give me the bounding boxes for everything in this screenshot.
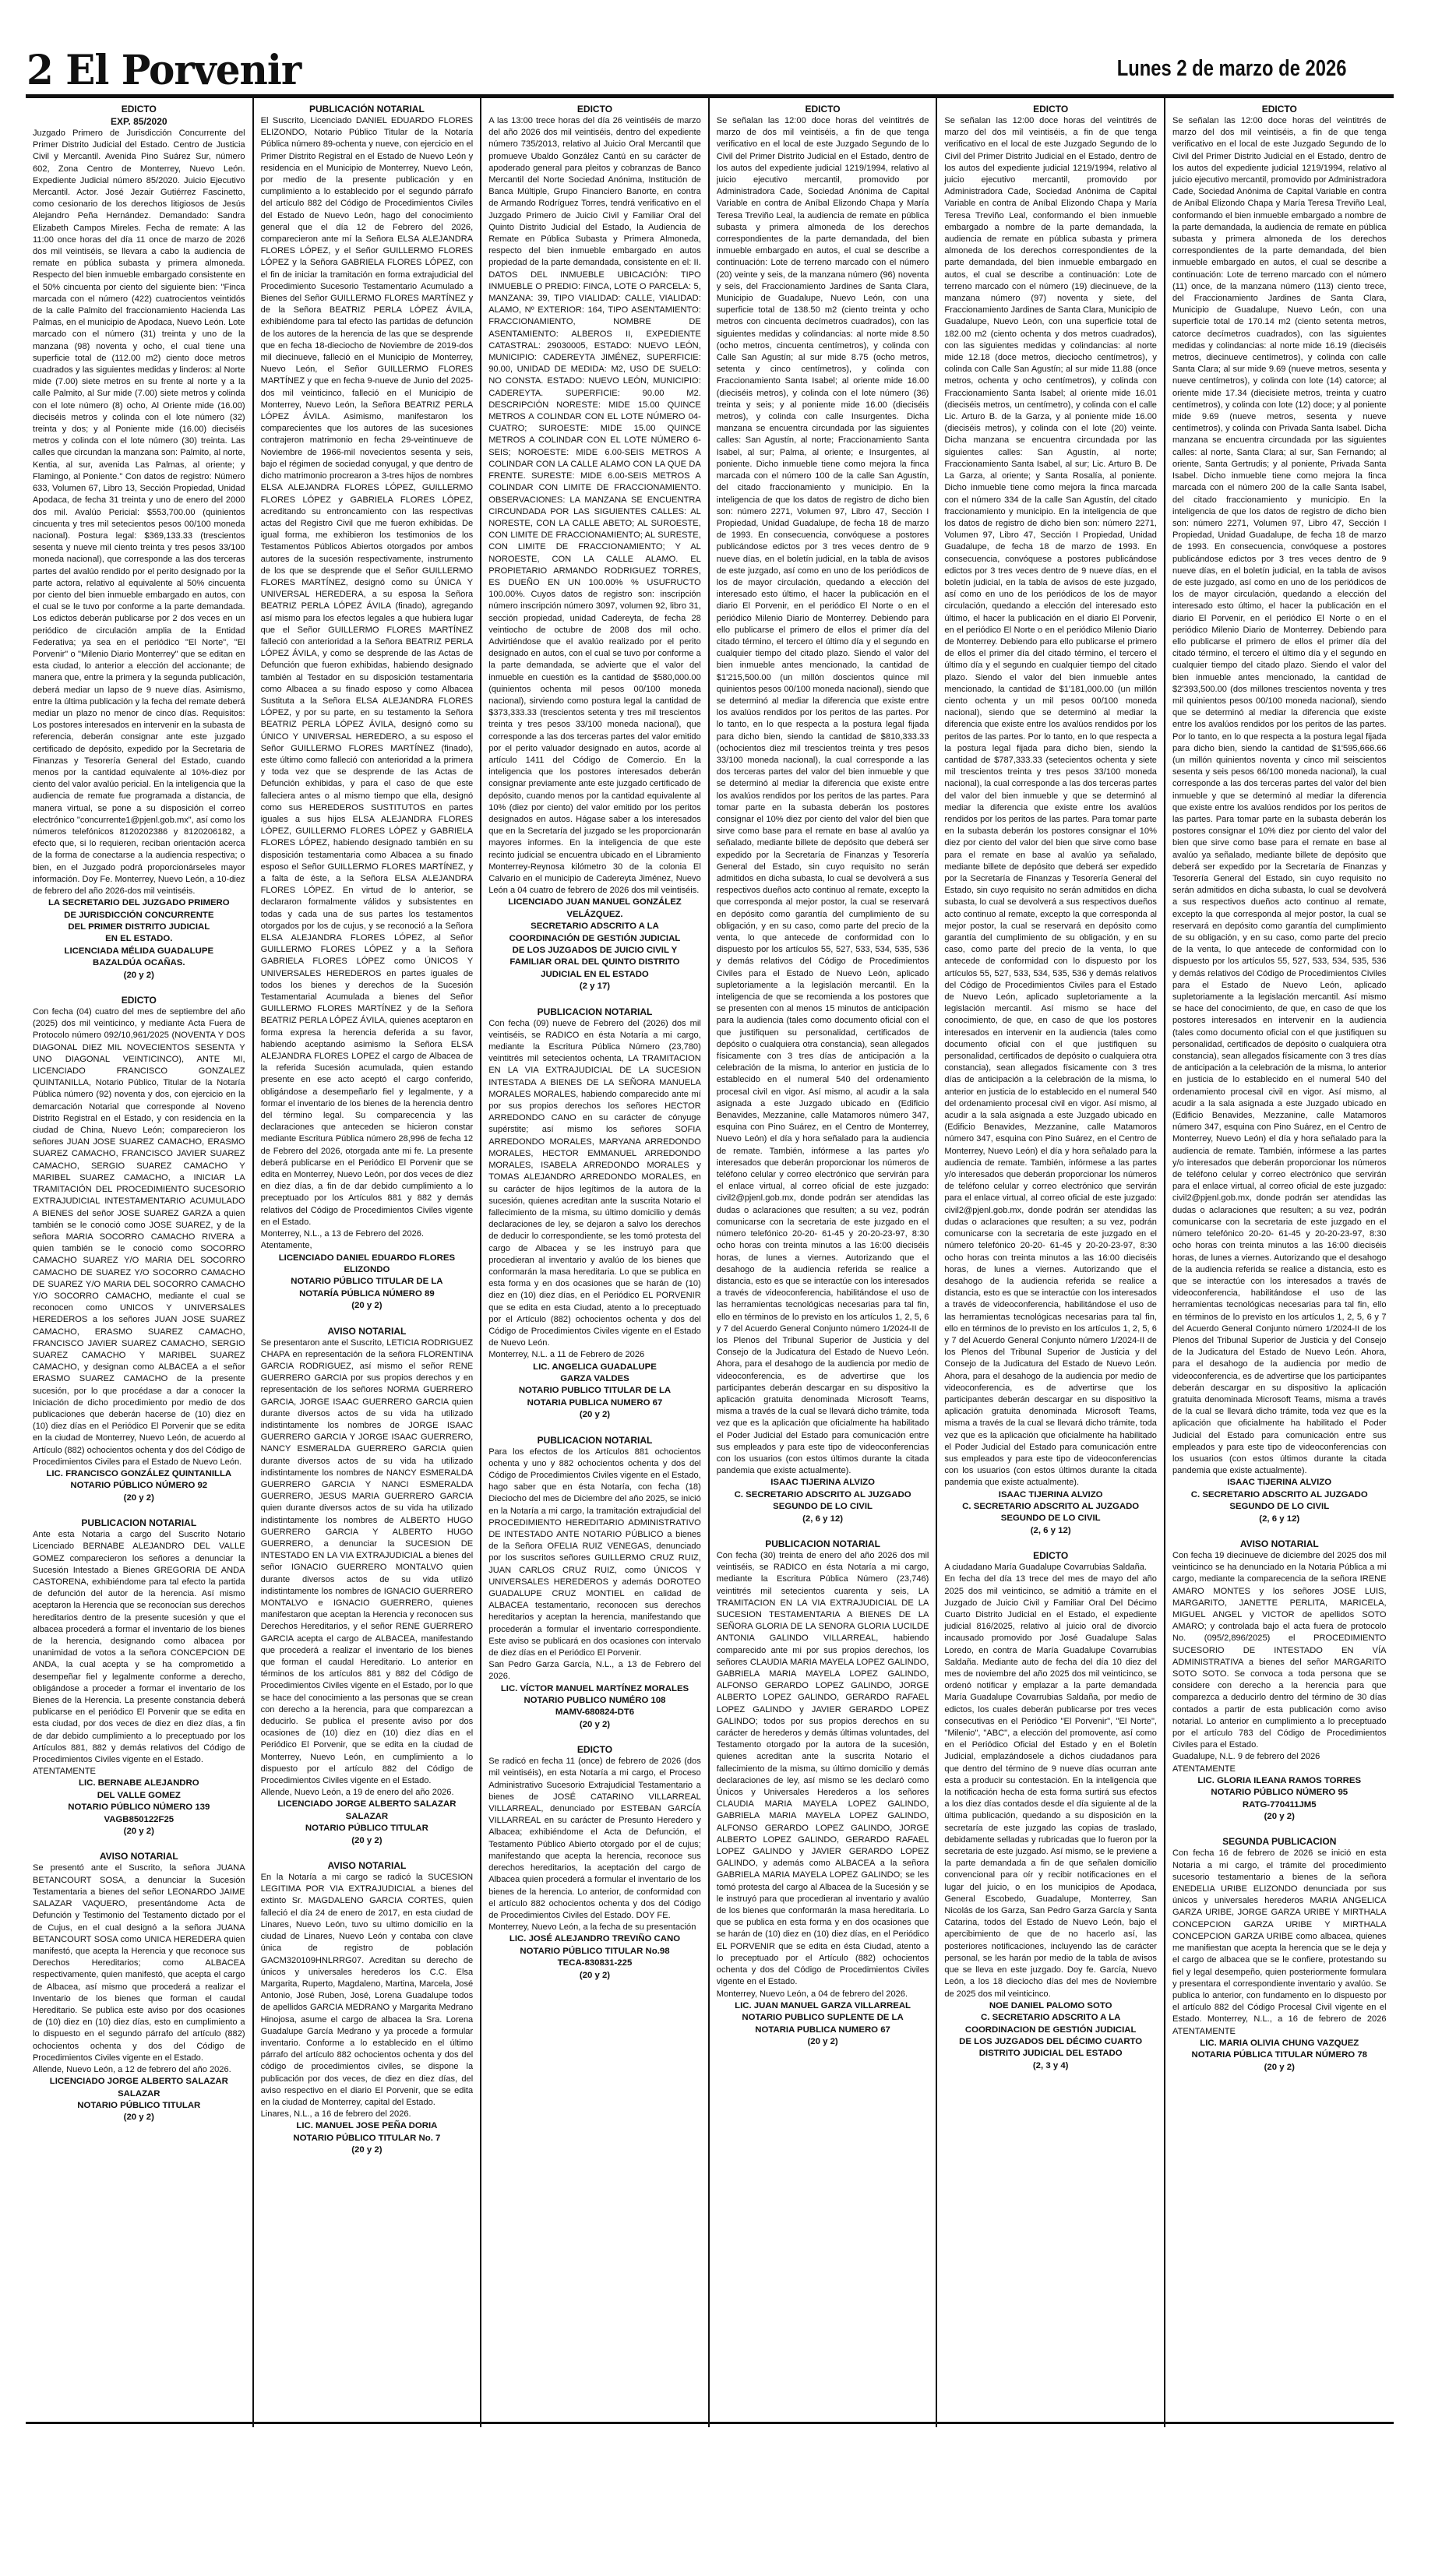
legal-notice bbox=[33, 1850, 245, 2123]
notice-body-paragraph: Monterrey, N.L. a 11 de Febrero de 2026 bbox=[488, 1350, 645, 1360]
notice-signature bbox=[261, 1799, 474, 1847]
signature-line: LICENCIADA MÉLIDA GUADALUPE bbox=[64, 946, 214, 956]
signature-line: (20 y 2) bbox=[123, 2113, 154, 2123]
signature-line: LIC. GLORIA ILEANA RAMOS TORRES bbox=[1197, 1775, 1362, 1785]
notice-body-paragraph: Se radicó en fecha 11 (once) de febrero de 2026 (dos mil veintiséis), en esta Notaría a mi cargo, el Proceso Administrativo Sucesorio Extrajudicial Testamentario a bienes de JOSÉ CATARINO VILLARREAL VILLARREAL, denunciado por ESTEBAN GARCÍA VILLARREAL en su carácter de Presunto Heredero y Albacea; exhibiéndome el Acta de Defunción, el Testamento Público Abierto otorgado por el de cujus; manifestando que acepta la herencia, reconoce sus derechos hereditarios, la aceptación del cargo de Albacea quien procederá a formular el inventario de los bienes de la herencia. Lo anterior, de conformidad con el artículo 882 ochocientos ochenta y dos del Código de Procedimientos Civiles del Estado. DOY FE. bbox=[488, 1757, 701, 1920]
notice-body-paragraph: Guadalupe, N.L. 9 de febrero del 2026 bbox=[1172, 1752, 1320, 1762]
notice-body-paragraph: Linares, N.L., a 16 de febrero del 2026. bbox=[260, 2109, 411, 2120]
notice-body-paragraph: Ante esta Notaria a cargo del Suscrito Notario Licenciado BERNABE ALEJANDRO DEL VALLE GOMEZ comparecieron los señores a denunciar la Sucesión Intestado a Bienes GREGORIA DE ANDA CASTORENA, exhibiéndome para tal efecto la partida de defunción del autor de la herencia. Así mismo aceptaron la Herencia que se reconocían sus derechos hereditarios dentro de la presente sucesión y que el albacea procederá a formar el inventario de los bienes de la herencia, designando como albacea por unanimidad de votos a la señora CONCEPCION DE ANDA, la cual acepta y se ha comprometido a desempeñar fiel y legalmente conforme a derecho, obligándose a proceder a formar el inventario de los Bienes de la Herencia. La presente constancia deberá publicarse en el periódico El Porvenir que se edita en esta ciudad, por dos veces de diez en diez días, a fin de dar debido cumplimiento a lo preceptuado por los Artículos 881, 882 y demás relativos del Código de Procedimientos Civiles vigente en el Estado. bbox=[33, 1530, 245, 1765]
signature-line: ISAAC TIJERINA ALVIZO bbox=[1227, 1478, 1332, 1488]
notice-heading: AVISO NOTARIAL bbox=[1239, 1538, 1319, 1549]
signature-line: SECRETARIO ADSCRITO A LA bbox=[531, 922, 659, 932]
notice-body-paragraph: Atentamente, bbox=[260, 1241, 312, 1251]
column-2 bbox=[254, 98, 482, 2427]
signature-line: LIC. MANUEL JOSE PEÑA DORIA bbox=[296, 2121, 438, 2131]
signature-line: (20 y 2) bbox=[351, 2145, 383, 2155]
signature-line: ISAAC TIJERINA ALVIZO bbox=[998, 1489, 1103, 1499]
notice-heading: EDICTO bbox=[576, 104, 613, 115]
signature-line: LIC. JUAN MANUEL GARZA VILLARREAL bbox=[735, 2000, 911, 2010]
legal-notice bbox=[944, 1549, 1157, 2072]
signature-line: LICENCIADO JORGE ALBERTO SALAZAR bbox=[277, 1799, 457, 1810]
signature-line: RATG-770411JM5 bbox=[1242, 1799, 1317, 1810]
signature-line: BAZALDÚA OCAÑAS. bbox=[93, 958, 185, 968]
signature-line: SALAZAR bbox=[345, 1811, 389, 1821]
signature-line: EN EL ESTADO. bbox=[105, 934, 173, 944]
column-content bbox=[33, 103, 245, 2427]
notice-heading: EDICTO bbox=[1261, 104, 1297, 115]
notice-body-paragraph: Monterrey, Nuevo León, a 04 de febrero del 2026. bbox=[716, 1989, 908, 1999]
notice-heading: EDICTO bbox=[1033, 1550, 1069, 1562]
notice-signature bbox=[33, 2076, 245, 2124]
legal-notice bbox=[261, 1325, 474, 1848]
legal-notice bbox=[261, 1859, 474, 2156]
notice-signature bbox=[717, 2000, 929, 2049]
notice-signature bbox=[488, 1683, 701, 1732]
signature-line: SEGUNDO DE LO CIVIL bbox=[1000, 1514, 1101, 1524]
signature-line: NOTARIO PUBLICO SUPLENTE DE LA bbox=[742, 2013, 904, 2023]
signature-line: DE LOS JUZGADOS DEL DÉCIMO CUARTO bbox=[959, 2036, 1143, 2046]
notice-body-paragraph: El Suscrito, Licenciado DANIEL EDUARDO FLORES ELIZONDO, Notario Público Titular de la Notaría Pública número 89-ochenta y nueve, con ejercicio en el Primer Distrito Registral en el Estado de Nuevo León y residencia en el Municipio de Monterrey, Nuevo León, por medio de la presente publicación y en cumplimiento a lo establecido por el segundo párrafo del artículo 882 del Código de Procedimientos Civiles del Estado de Nuevo León, hago del conocimiento general que el día 12 de Febrero del 2026, comparecieron ante mí la Señora ELSA ALEJANDRA FLORES LÓPEZ, y el Señor GUILLERMO FLORES LÓPEZ y la Señora GABRIELA FLORES LÓPEZ, con el fin de iniciar la tramitación en forma extrajudicial del Procedimiento Sucesorio Testamentario Acumulado a Bienes del Señor GUILLERMO FLORES MARTÍNEZ y de la Señora BEATRIZ PERLA LÓPEZ ÁVILA, exhibiéndome para tal efecto las partidas de defunción de los autores de la herencia de las que se desprende que en fecha 18-dieciocho de Noviembre de 2019-dos mil diecinueve, falleció en el Municipio de Monterrey, Nuevo León, el Señor GUILLERMO FLORES MARTÍNEZ y que en fecha 9-nueve de Junio del 2025-dos mil veinticinco, falleció en el Municipio de Monterrey, Nuevo León, la Señora BEATRIZ PERLA LÓPEZ ÁVILA. Asimismo, manifestaron los comparecientes que los autores de las sucesiones contrajeron matrimonio en fecha 29-veintinueve de Noviembre de 1966-mil novecientos sesenta y seis, bajo el régimen de sociedad conyugal, y que dentro de dicho matrimonio procrearon a 3-tres hijos de nombres ELSA ALEJANDRA FLORES LÓPEZ, GUILLERMO FLORES LÓPEZ y GABRIELA FLORES LÓPEZ, acreditando su entroncamiento con las respectivas actas del Registro Civil que me fueron exhibidas. De igual forma, me exhibieron los testimonios de los Testamentos Públicos Abiertos otorgados por ambos autores de la sucesión respectivamente, instrumento de los que se desprende que el Señor GUILLERMO FLORES MARTÍNEZ, designó como su ÚNICA Y UNIVERSAL HEREDERA, a su esposa la Señora BEATRIZ PERLA LÓPEZ ÁVILA (finado), agregando así mismo para los efectos legales a que hubiera lugar que el Señor GUILLERMO FLORES MARTÍNEZ falleció con anterioridad a la Señora BEATRIZ PERLA LÓPEZ ÁVILA, y como se desprende de las Actas de Defunción que fueron exhibidas, habiendo designado también al Testador en su disposición testamentaria como Albacea a su finado esposo y como Albacea Sustituta a la Señora ELSA ALEJANDRA FLORES LÓPEZ, y por su parte, en su testamento la Señora BEATRIZ PERLA LÓPEZ ÁVILA, designó como su ÚNICO Y UNIVERSAL HEREDERO, a su esposo el Señor GUILLERMO FLORES MARTÍNEZ (finado), este último como falleció con anterioridad a la primera y toda vez que se desprende de las Actas de Defunción exhibidas, y para el caso de que este falleciera antes o al mismo tiempo que ella, designó como sus HEREDEROS SUSTITUTOS en partes iguales a sus hijos ELSA ALEJANDRA FLORES LÓPEZ, GUILLERMO FLORES LÓPEZ y GABRIELA FLORES LÓPEZ, habiendo designado también en su disposición testamentaria como Albacea a su finado esposo el Señor GUILLERMO FLORES MARTÍNEZ, y a falta de éste, a la Señora ELSA ALEJANDRA FLORES LÓPEZ. En virtud de lo anterior, se declararon formalmente válidos y subsistentes en todas y cada una de sus partes los testamentos otorgados por los de cujus, y se reconoció a la Señora ELSA ALEJANDRA FLORES LÓPEZ, al Señor GUILLERMO FLORES LÓPEZ y a la Señora GABRIELA FLORES LÓPEZ como ÚNICOS Y UNIVERSALES HEREDEROS en partes iguales de todos los bienes y derechos de la Sucesión Testamentarial Acumulada a bienes del Señor GUILLERMO FLORES MARTÍNEZ y de la Señora BEATRIZ PERLA LÓPEZ ÁVILA, quienes aceptaron en forma expresa la herencia deferida a su favor, habiendo aceptando asimismo la Señora ELSA ALEJANDRA FLORES LOPEZ el cargo de Albacea de la referida Sucesión acumulada, quien estando presente en ese acto aceptó el cargo conferido, obligándose a desempeñarlo fiel y legalmente, y a formar el inventario de los bienes de la herencia dentro del término legal. Su comparecencia y las declaraciones que anteceden se hicieron constar mediante Escritura Pública número 28,996 de fecha 12 de Febrero del 2026, otorgada ante mi fe. La presente deberá publicarse en el Periódico El Porvenir que se edita en Monterrey, Nuevo León, por dos veces de diez en diez días, a fin de dar debido cumplimiento a lo preceptuado por los Artículos 881 y 882 y demás relativos del Código de Procedimientos Civiles vigente en el Estado. bbox=[260, 116, 474, 1227]
legal-notice bbox=[488, 1743, 701, 1982]
notice-heading: PUBLICACION NOTARIAL bbox=[765, 1538, 880, 1549]
signature-line: (20 y 2) bbox=[123, 970, 154, 980]
column-5 bbox=[937, 98, 1165, 2427]
signature-line: NOTARIO PÚBLICO TITULAR bbox=[77, 2100, 201, 2110]
notice-signature bbox=[1172, 1477, 1387, 1525]
notice-heading: PUBLICACION NOTARIAL bbox=[537, 1434, 653, 1446]
notice-heading: EDICTO bbox=[1033, 104, 1069, 115]
signature-line: NOTARIO PUBLICO NUMÉRO 108 bbox=[524, 1696, 666, 1706]
column-content bbox=[261, 103, 474, 2427]
signature-line: JUDICIAL EN EL ESTADO bbox=[541, 969, 649, 979]
notice-heading: EDICTO bbox=[121, 104, 157, 115]
notice-body-paragraph: Para los efectos de los Artículos 881 ochocientos ochenta y uno y 882 ochocientos ochenta y dos del Código de Procedimientos Civiles vigente en el Estado, hago saber que en ésta Notaría, con fecha (18) Dieciocho del mes de Diciembre del año 2025, se inició en la Notaría a mi cargo, la tramitación extrajudicial del PROCEDIMIENTO HEREDITARIO ADMINISTRATIVO DE INTESTADO ANTE NOTARIO PÚBLICO a bienes de la Señora OFELIA RUIZ VENEGAS, denunciado por los suscritos señores GUILLERMO CRUZ RUIZ, JUAN CARLOS CRUZ RUIZ, como ÚNICOS Y UNIVERSALES HEREDEROS y además DOROTEO GUADALUPE CRUZ MONTIEL en calidad de ALBACEA testamentario, reconocen sus derechos hereditarios y aceptan la herencia, manifestando que procederán a formular el inventario correspondiente. Este aviso se publicará en dos ocasiones con intervalo de diez días en el Periódico El Porvenir. bbox=[488, 1447, 701, 1658]
signature-line: (2, 6 y 12) bbox=[1030, 1525, 1071, 1535]
signature-line: DISTRITO JUDICIAL DEL ESTADO bbox=[978, 2049, 1123, 2059]
signature-line: NOTARIO PUBLICO TITULAR DE LA bbox=[518, 1386, 672, 1396]
signature-line: (2, 3 y 4) bbox=[1032, 2060, 1069, 2070]
signature-line: C. SECRETARIO ADSCRITO A LA bbox=[981, 2013, 1121, 2023]
notice-signature bbox=[488, 1362, 701, 1422]
notice-heading: PUBLICACION NOTARIAL bbox=[537, 1006, 653, 1017]
signature-line: (2, 6 y 12) bbox=[802, 1514, 844, 1524]
issue-date: Lunes 2 de marzo de 2026 bbox=[1116, 56, 1346, 81]
signature-line: MAMV-680824-DT6 bbox=[555, 1707, 635, 1718]
newspaper-title bbox=[26, 46, 301, 95]
notice-body-paragraph: Con fecha 19 diecinueve de diciembre del 2025 dos mil veinticinco se ha denunciado en la Notaria Pública a mi cargo, mediante la comparecencia de la señora IRENE AMARO MONTES y los señores JOSE LUIS, MARGARITO, JANETTE PERLITA, MARICELA, MIGUEL ANGEL y VICTOR de apellidos SOTO AMARO; y controlada bajo el acta fuera de protocolo No. (095/2,896/2025) el PROCEDIMIENTO SUCESORIO DE INTESTADO EN VÍA ADMINISTRATIVA a bienes del señor MARGARITO SOTO SOTO. Se convoca a toda persona que se considere con derecho a la herencia para que comparezca a deducirlo dentro del término de 30 días contados a partir de esta publicación como aviso notarial. Lo anterior en cumplimiento a lo preceptuado por el artículo 783 del Código de Procedimientos Civiles para el Estado. bbox=[1172, 1550, 1387, 1750]
signature-line: (20 y 2) bbox=[579, 1970, 611, 1980]
notice-signature bbox=[33, 1468, 245, 1504]
signature-line: NOTARIO PÚBLICO NÚMERO 95 bbox=[1211, 1788, 1349, 1798]
signature-line: LIC. MARIA OLIVIA CHUNG VAZQUEZ bbox=[1200, 2038, 1359, 2048]
notice-signature bbox=[488, 1933, 701, 1982]
notice-body-paragraph: ATENTAMENTE bbox=[1172, 1764, 1236, 1774]
legal-notice bbox=[1172, 103, 1387, 1525]
legal-notice bbox=[1172, 1835, 1387, 2073]
signature-line: NOTARIA PÚBLICA TITULAR NÚMERO 78 bbox=[1191, 2050, 1368, 2060]
notice-signature bbox=[1172, 1775, 1387, 1824]
signature-line: NOTARIO PÚBLICO NÚMERO 92 bbox=[70, 1481, 208, 1491]
notice-heading: EDICTO bbox=[576, 1744, 613, 1756]
signature-line: SALAZAR bbox=[118, 2088, 160, 2099]
notice-body-paragraph: Allende, Nuevo León, a 19 de enero del año 2026. bbox=[260, 1788, 454, 1798]
notice-body-paragraph: Con fecha (09) nueve de Febrero del (2026) dos mil veintiséis, se RADICO en ésta Notaría a mi cargo, mediante la Escritura Pública Número (23,780) veintitrés mil setecientos ochenta, LA TRAMITACION EN LA VIA EXTRAJUDICIAL DE LA SUCESION INTESTADA A BIENES DE LA SEÑORA MANUELA MORALES MORALES, habiendo comparecido ante mí por sus propios derechos los señores HECTOR ARREDONDO CANO en su carácter de cónyuge supérstite; así mismo los señores SOFIA ARREDONDO MORALES, MARYANA ARREDONDO MORALES, HECTOR EMMANUEL ARREDONDO MORALES, ISABELA ARREDONDO MORALES y TOMAS ALEJANDRO ARREDONDO MORALES, en su carácter de hijos legítimos de la autora de la sucesión, quienes acreditan ante la suscrita Notario el fallecimiento de la misma, su último domicilio y demás declaraciones de ley, se dejaron a salvo los derechos de deducir lo correspondiente, se les tomó protesta del cargo de Albacea y se les instruyó para que procedieran al inventario y avalúo de los bienes que conformarán la masa hereditaria. Lo que se publica en esta forma y en dos ocasiones que se harán de (10) diez en (10) diez días, en el Periódico EL PORVENIR que se edita en esta Ciudad, atento a lo preceptuado por el Artículo (882) ochocientos ochenta y dos del Código de Procedimientos Civiles vigente en el Estado de Nuevo León. bbox=[488, 1018, 701, 1348]
signature-line: (20 y 2) bbox=[351, 1835, 383, 1845]
signature-line: LIC. JOSÉ ALEJANDRO TREVIÑO CANO bbox=[509, 1934, 681, 1944]
signature-line: FAMILIAR ORAL DEL QUINTO DISTRITO bbox=[509, 957, 680, 967]
notice-heading: EDICTO bbox=[805, 104, 841, 115]
newspaper-name: El Porvenir bbox=[65, 45, 301, 94]
legal-notice bbox=[33, 1517, 245, 1838]
signature-line: LICENCIADO JORGE ALBERTO SALAZAR bbox=[49, 2077, 228, 2087]
notice-signature bbox=[488, 897, 701, 992]
notice-body-paragraph: Se presentaron ante el Suscrito, LETICIA RODRIGUEZ CHAPA en representación de la señora FLORENTINA GARCIA RODRIGUEZ, así mismo el señor RENE GUERRERO GARCIA por sus propios derechos y en representación de los señores NORMA GUERRERO GARCIA, JORGE ISAAC GUERRERO GARCIA quien durante diversos actos de su vida ha utilizado indistintamente los nombres de JORGE ISAAC GUERRERO GARCIA Y JORGE ISAAC GUERRERO, NANCY ESMERALDA GUERRERO GARCIA quien durante diversos actos de su vida ha utilizado indistintamente los nombres de NANCY ESMERALDA GUERRERO GARCIA Y NANCI ESMERALDA GUERRERO, JESUS MARIA GUERRERO GARCIA quien durante diversos actos de su vida ha utilizado indistintamente los nombres de ALBERTO HUGO GUERRERO GARCIA Y ALBERTO HUGO GUERRERO, a denunciar la SUCESION DE INTESTADO EN LA VIA EXTRAJUDICIAL a bienes del señor IGNACIO GUERRERO MONTALVO quien durante diversos actos de su vida utilizó indistintamente los nombres de IGNACIO GUERRERO MONTALVO e IGNACIO GUERRERO, quienes manifestaron que aceptan la Herencia y reconocen sus Derechos Hereditarios, y el señor RENE GUERRERO GARCIA acepta el cargo de ALBACEA, manifestando que procederá a realizar el inventario de los bienes que forman el caudal Hereditario. Lo anterior en términos de los artículos 881 y 882 del Código de Procedimientos Civiles vigente en el Estado, por lo que se hace del conocimiento a las personas que se crean con derecho a la herencia, para que comparezcan a deducirlo. Se publica el presente aviso por dos ocasiones de (10) diez en (10) diez días en el Periódico El Porvenir, que se edita en la ciudad de Monterrey, Nuevo León, en cumplimiento a lo dispuesto por el artículo 882 del Código de Procedimientos Civiles vigente en el Estado. bbox=[260, 1337, 474, 1786]
signature-line: (20 y 2) bbox=[579, 1719, 611, 1729]
signature-line: ISAAC TIJERINA ALVIZO bbox=[770, 1478, 875, 1488]
notice-signature bbox=[1172, 2038, 1387, 2074]
notice-body-paragraph: Monterrey, Nuevo León, a la fecha de su presentación bbox=[488, 1922, 696, 1933]
notice-body-paragraph: A las 13:00 trece horas del día 26 veintiséis de marzo del año 2026 dos mil veintiséis, dentro del expediente número 735/2013, relativo al Juicio Oral Mercantil que promueve Ubaldo González Cantú en su carácter de apoderado general para pleitos y cobranzas de Banco Mercantil del Norte Sociedad Anónima, Institución de Banca Múltiple, Grupo Financiero Banorte, en contra de Armando Rodríguez Torres, tendrá verificativo en el Juzgado Primero de Juicio Civil y Familiar Oral del Quinto Distrito Judicial del Estado, la Audiencia de Remate en Pública Subasta y Primera Almoneda, respecto del bien inmueble embargado en autos propiedad de la parte demandada, consistente en el: II. DATOS DEL INMUEBLE UBICACIÓN: TIPO INMUEBLE O PREDIO: FINCA, LOTE O PARCELA: 5, MANZANA: 39, TIPO VIALIDAD: CALLE, VIALIDAD: ALAMO, Nº EXTERIOR: 164, TIPO ASENTAMIENTO: FRACCIONAMIENTO, NOMBRE DE ASENTAMIENTO: ALBEROS II, EXPEDIENTE CATASTRAL: 29030005, ESTADO: NUEVO LEÓN, MUNICIPIO: CADEREYTA JIMÉNEZ, SUPERFICIE: 90.00, UNIDAD DE MEDIDA: M2, USO DE SUELO: NO CONSTA. ESTADO: NUEVO LEÓN, MUNICIPIO: CADEREYTA. SUPERFICIE: 90.00 M2. DESCRIPCIÓN NORESTE: MIDE 15.00 QUINCE METROS A COLINDAR CON EL LOTE NÚMERO 04-CUATRO; SUROESTE: MIDE 15.00 QUINCE METROS A COLINDAR CON EL LOTE NÚMERO 6-SEIS; NOROESTE: MIDE 6.00-SEIS METROS A COLINDAR CON LA CALLE ALAMO CON LA QUE DA FRENTE. SURESTE: MIDE 6.00-SEIS METROS A COLINDAR CON LIMITE DE FRACCIONAMIENTO. OBSERVACIONES: LA MANZANA SE ENCUENTRA CIRCUNDADA POR LAS SIGUIENTES CALLES: AL NORESTE, CON LA CALLE ABETO; AL SUROESTE, CON LIMITE DE FRACCIONAMIENTO; AL SURESTE, CON LIMITE DE FRACCIONAMIENTO; Y AL NOROESTE, CON LA CALLE ALAMO. EL PROPIETARIO ARMANDO RODRIGUEZ TORRES, ES DUEÑO EN UN 100.00% % USUFRUCTO 100.00%. Cuyos datos de registro son: inscripción número inscripción número 3097, volumen 92, libro 31, sección propiedad, unidad Cadereyta, de fecha 28 veintiocho de octubre de 2008 dos mil ocho. Advirtiéndose que el avalúo realizado por el perito designado en autos, con el cual se tuvo por conforme a la parte demandada, se advierte que el valor del inmueble en cuestión es la cantidad de $580,000.00 (quinientos ochenta mil pesos 00/100 moneda nacional), sirviendo como postura legal la cantidad de $373,333.33 (trescientos setenta y tres mil trescientos treinta y tres pesos 33/100 moneda nacional), que corresponde a las dos terceras partes del valor emitido por el perito valuador designado en autos, acorde al artículo 1411 del Código de Comercio. En la inteligencia que los postores interesados deberán consignar previamente ante este juzgado certificado de depósito, cuando menos por la cantidad equivalente al 10% (diez por ciento) del valor emitido por los peritos designados en autos. Hágase saber a los interesados que en la Secretaría del juzgado se les proporcionarán mayores informes. En la inteligencia de que este recinto judicial se encuentra ubicado en el Libramiento Monterrey-Reynosa kilómetro 30 de la colonia El Calvario en el municipio de Cadereyta Jiménez, Nuevo León a 04 cuatro de febrero de 2026 dos mil veintiséis. bbox=[488, 116, 701, 896]
signature-line: NOTARIA PUBLICA NUMERO 67 bbox=[755, 2025, 890, 2035]
column-1 bbox=[26, 98, 254, 2427]
column-content bbox=[488, 103, 701, 2427]
notice-signature bbox=[944, 1489, 1157, 1538]
signature-line: NOTARIO PÚBLICO TITULAR bbox=[305, 1824, 428, 1834]
notice-body-paragraph: A ciudadano María Guadalupe Covarrubias Saldaña. bbox=[944, 1563, 1148, 1573]
signature-line: COORDINACION DE GESTIÓN JUDICIAL bbox=[964, 2025, 1137, 2035]
signature-line: LICENCIADO DANIEL EDUARDO FLORES bbox=[278, 1253, 456, 1263]
notice-heading: SEGUNDA PUBLICACION bbox=[1222, 1836, 1337, 1848]
legal-notice bbox=[944, 103, 1157, 1537]
signature-line: LIC. FRANCISCO GONZÁLEZ QUINTANILLA bbox=[46, 1468, 232, 1478]
signature-line: NOTARÍA PÚBLICA NÚMERO 89 bbox=[299, 1288, 435, 1299]
signature-line: NOTARIO PÚBLICO TITULAR No.98 bbox=[520, 1946, 670, 1956]
signature-line: (20 y 2) bbox=[579, 1410, 611, 1420]
footer-rule bbox=[26, 2422, 1394, 2424]
notice-body-paragraph: San Pedro Garza García, N.L., a 13 de Febrero del 2026. bbox=[488, 1660, 701, 1682]
notice-heading: EDICTO bbox=[121, 995, 157, 1006]
notice-body-paragraph: Se presentó ante el Suscrito, la señora JUANA BETANCOURT SOSA, a denunciar la Sucesión Testamentaria a bienes del señor LEONARDO JAIME SALAZAR VAQUERO, presentándome Acta de Defunción y Testimonio del Testamento dictado por el de Cujus, en el cual designó a la señora JUANA BETANCOURT SOSA como UNICA HEREDERA quien manifestó, que acepta la Herencia y que reconoce sus Derechos Hereditarios; como ALBACEA respectivamente, quien manifestó, que acepta el cargo de Albacea, así mismo que procederá a realizar el Inventario de los bienes que forman el caudal Hereditario. Se publica este aviso por dos ocasiones de (10) diez en (10) diez días, esto en cumplimiento a lo dispuesto en el segundo párrafo del artículo (882) ochocientos ochenta y dos del Código de Procedimientos Civiles vigente en el Estado. bbox=[33, 1863, 245, 2063]
notice-body-paragraph: Con fecha (04) cuatro del mes de septiembre del año (2025) dos mil veinticinco, y mediante Acta Fuera de Protocolo número 092/10,961/2025 (NOVENTA Y DOS DIAGONAL DIEZ MIL NOVECIENTOS SESENTA Y UNO DIAGONAL VEINTICINCO), ANTE MI, LICENCIADO FRANCISCO GONZALEZ QUINTANILLA, Notario Público, Titular de la Notaría Pública número (92) noventa y dos, con ejercicio en la demarcación Notarial que corresponde al Noveno Distrito Registral en el Estado, y con residencia en la ciudad de China, Nuevo León; comparecieron los señores JUAN JOSE SUAREZ CAMACHO, ERASMO SUAREZ CAMACHO, FRANCISCO JAVIER SUAREZ CAMACHO, SERGIO SUAREZ CAMACHO Y MARIBEL SUAREZ CAMACHO, a INICIAR LA TRAMITACIÓN DEL PROCEDIMIENTO SUCESORIO EXTRAJUDICIAL INTESTAMENTARIO ACUMULADO A BIENES del señor JOSE SUAREZ GARZA a quien también se le conoció como JOSE SUAREZ, y de la señora MARIA SOCORRO CAMACHO RIVERA a quien también se le conoció como SOCORRO CAMACHO SUAREZ Y/O MARIA DEL SOCORRO CAMACHO DE SUAREZ Y/O SOCORRO CAMACHO DE SUAREZ Y/O MARIA DEL SOCORRO CAMACHO Y/O SOCORRO CAMACHO, mediante el cual se reconocen como UNICOS Y UNIVERSALES HEREDEROS a los señores JUAN JOSE SUAREZ CAMACHO, ERASMO SUAREZ CAMACHO, FRANCISCO JAVIER SUAREZ CAMACHO, SERGIO SUAREZ CAMACHO Y MARIBEL SUAREZ CAMACHO, y designan como ALBACEA a el señor ERASMO SUAREZ CAMACHO de la presente sucesión, por lo que procédase a dar a conocer la Iniciación de dicho procedimiento por medio de dos publicaciones que deberán hacerse de (10) diez en (10) diez días en el Periódico El Porvenir que se edita en la ciudad de Monterrey, Nuevo León, de acuerdo al Artículo (882) ochocientos ochenta y dos del Código de Procedimientos Civiles para el Estado de Nuevo León. bbox=[33, 1007, 245, 1467]
column-content bbox=[944, 103, 1157, 2427]
signature-line: (20 y 2) bbox=[123, 1492, 154, 1503]
notice-subheading: EXP. 85/2020 bbox=[111, 116, 167, 127]
signature-line: NOTARIO PÚBLICO TITULAR DE LA bbox=[291, 1277, 443, 1287]
signature-line: (20 y 2) bbox=[1264, 1812, 1295, 1822]
signature-line: ELIZONDO bbox=[344, 1264, 390, 1274]
column-content bbox=[717, 103, 929, 2427]
notice-body-paragraph: Juzgado Primero de Jurisdicción Concurrente del Primer Distrito Judicial del Estado. Centro de Justicia Civil y Mercantil. Avenida Pino Suárez Sur, número 602, Zona Centro de Monterrey, Nuevo León. Expediente Judicial número 85/2020. Juicio Ejecutivo Mercantil. Actor. José Jezair Gutiérrez Fascinetto, como cesionario de los derechos litigiosos de Jesús Alejandro Peña Hernández. Demandado: Sandra Elizabeth Campos Mireles. Fecha de remate: A las 11:00 once horas del día 11 once de marzo de 2026 dos mil veintiséis, se llevara a cabo la audiencia de remate en pública subasta y primera almoneda. Respecto del bien inmueble embargado consistente en el 50% cincuenta por ciento del siguiente bien: "Finca marcada con el número (422) cuatrocientos veintidós de la calle Palmito del fraccionamiento Hacienda Las Palmas, en el municipio de Apodaca, Nuevo León. Lote marcado con el número (31) treinta y uno de la manzana (98) noventa y ocho, el cual tiene una superficie total de (112.00 m2) ciento doce metros cuadrados y las siguientes medidas y linderos: al Norte mide (7.00) siete metros en su frente al norte y a la calle Palmito, al Sur mide (7.00) siete metros y colinda con el lote número (8) ocho, Al Oriente mide (16.00) dieciséis metros y colinda con el lote número (32) treinta y dos; y al Poniente mide (16.00) dieciséis metros y colinda con el lote número (30) treinta. Las calles que circundan la manzana son: Palmito, al norte, Kentia, al sur, avenida Las Palmas, al oriente; y Flamingo, al Poniente." Con datos de registro: Número 633, Volumen 67, Libro 13, Sección Propiedad, Unidad Apodaca, de fecha 31 treinta y uno de enero del 2000 dos mil. Avalúo Pericial: $553,700.00 (quinientos cincuenta y tres mil setecientos pesos 00/100 moneda nacional). Postura legal: $369,133.33 (trescientos sesenta y nueve mil ciento treinta y tres pesos 33/100 moneda nacional), que corresponde a las dos terceras partes del avalúo rendido por el perito designado por la parte actora, relativo al equivalente al 50% cincuenta por ciento del bien inmueble embargado en autos, con el cual se le tuvo por conforme a la parte demandada. Los edictos deberán publicarse por 2 dos veces en un periódico de circulación amplia de la Entidad Federativa; ya sea en el periódico "El Norte", "El Porvenir" o "Milenio Diario Monterrey" que se editan en esta ciudad, lo anterior a elección del accionante; de manera que, entre la primera y la segunda publicación, deberá mediar un lapso de 9 nueve días. Asimismo, entre la última publicación y la fecha del remate deberá mediar un plazo no menor de cinco días. Requisitos: Los postores interesados en intervenir en la subasta de referencia, deberán consignar ante este juzgado certificado de depósito, expedido por la Secretaria de Finanzas y Tesorería General del Estado, cuando menos por la cantidad equivalente al 10%-diez por ciento del valor avalúo pericial. En la inteligencia que la audiencia de remate fue programada a distancia, de manera virtual, se pone a su disposición el correo electrónico "concurrente1@pjenl.gob.mx", así como los números telefónicos 8120202386 y 8120206182, a efecto que, si lo requieren, reciban orientación acerca de la forma de conectarse a la audiencia respectiva; o bien, en el Juzgado podrá proporcionárseles mayor información. Doy Fe. Monterrey, Nuevo León, a 10-diez de febrero del año 2026-dos mil veintiséis. bbox=[33, 129, 245, 896]
notice-body-paragraph: Se señalan las 12:00 doce horas del veintitrés de marzo del dos mil veintiséis, a fin de que tenga verificativo en el local de este Juzgado Segundo de lo Civil del Primer Distrito Judicial en el Estado, dentro de los autos del expediente judicial 1219/1994, relativo al juicio ejecutivo mercantil, promovido por Administradora Cade, Sociedad Anónima de Capital Variable en contra de Aníbal Elizondo Chapa y María Teresa Treviño Leal, conformando el bien inmueble embargado a nombre de la parte demandada, la audiencia de remate en pública subasta y primera almoneda de los derechos correspondientes de la parte demandada, del bien inmueble embargado en autos, el cual se describe a continuación: Lote de terreno marcado con el número (11) once, de la manzana número (113) ciento trece, del Fraccionamiento Jardines de Santa Clara, Municipio de Guadalupe, Nuevo León, con una superficie total de 170.14 m2 (ciento setenta metros, catorce decímetros cuadrados), con las siguientes medidas y colindancias: al norte mide 16.19 (dieciséis metros, diecinueve centímetros), y colinda con calle Santa Clara; al sur mide 9.69 (nueve metros, sesenta y nueve centímetros), y colinda con lote (14) catorce; al oriente mide 17.34 (diecisiete metros, treinta y cuatro centímetros), y colinda con lote (12) doce; y al poniente mide 9.69 (nueve metros, sesenta y nueve centímetros), y colinda con Privada Santa Isabel. Dicha manzana se encuentra circundada por las siguientes calles: al norte, Santa Clara; al sur, San Fernando; al oriente, Santa Gertrudis; y al poniente, Privada Santa Isabel. Dicho inmueble tiene como mejora la finca marcada con el número 200 de la calle Santa Isabel, del citado fraccionamiento y municipio. En la inteligencia de que los datos de registro de dicho bien son: número 2271, Volumen 97, Libro 47, Sección I Propiedad, Unidad Guadalupe, de fecha 18 de marzo de 1993. En consecuencia, convóquese a postores publicándose edictos por 3 tres veces dentro de 9 nueve días, en el boletín judicial, en la tabla de avisos de este juzgado, así como en uno de los periódicos de los de mayor circulación, quedando a elección del interesado esto último, el hacer la publicación en el diario El Porvenir, en el periódico El Norte o en el periódico Milenio Diario de Monterrey. Debiendo para ello publicarse el primero de ellos el primer día del citado término, el tercero el último día y el segundo en cualquier tiempo del citado plazo. Siendo el valor del bien inmueble antes mencionado, la cantidad de $2'393,500.00 (dos millones trescientos noventa y tres mil quinientos pesos 00/100 moneda nacional), siendo que se determinó al mediar la diferencia que existe entre los avalúos rendidos por los peritos de las partes. Por lo tanto, en lo que respecta a la postura legal fijada para dicho bien, siendo la cantidad de $1'595,666.66 (un millón quinientos noventa y cinco mil seiscientos sesenta y seis pesos 66/100 moneda nacional), la cual corresponde a las dos terceras partes del valor del bien inmueble y que se determinó al mediar la diferencia que existe entre los avalúos rendidos por los peritos de las partes. Para tomar parte en la subasta deberán los postores consignar el 10% diez por ciento del valor del bien que sirve como base para el remate en base al avalúo ya señalado, mediante billete de depósito que deberá ser expedido por la Secretaría de Finanzas y Tesorería General del Estado, sin cuyo requisito no serán admitidos en dicha subasta, lo cual se devolverá a sus respectivos dueños acto continuo al remate, excepto la que corresponda al mejor postor, la cual se reservará en depósito como garantía del cumplimiento de su obligación, y en su caso, como parte del precio de la venta, lo que antecede de conformidad con lo dispuesto por los artículos 55, 527, 533, 534, 535, 536 y demás relativos del Código de Procedimientos Civiles para el Estado de Nuevo León, aplicado supletoriamente a la legislación mercantil. Así mismo se hace del conocimiento, de que, en caso de que los postores interesados en intervenir en la audiencia (tales como documento oficial con el que justifiquen su personalidad, certificados de depósito o cualquiera otra constancia), sean allegados físicamente con 3 tres días de anticipación a la celebración de la misma, lo anterior en justicia de lo establecido en el numeral 540 del ordenamiento procesal civil en vigor. Así mismo, al acudir a la sala asignada a este Juzgado ubicado en (Edificio Benavides, Mezzanine, calle Matamoros número 347, esquina con Pino Suárez, en el Centro de Monterrey, Nuevo León) el día y hora señalado para la audiencia de remate. También, infórmese a las partes y/o interesados que deberán proporcionar los números de teléfono celular y correo electrónico que servirán para el enlace virtual, al correo oficial de este juzgado: civil2@pjenl.gob.mx, donde podrán ser atendidas las dudas o aclaraciones que resulten; a su vez, podrán comunicarse con la secretaria de este juzgado en el número telefónico 20-20- 61-45 y 20-20-23-97, 8:30 ocho horas con treinta minutos a las 16:00 dieciséis horas, de lunes a viernes. Autorizando que el desahogo de la audiencia referida se realice a distancia, esto es que se interactúe con los interesados a través de videoconferencia, habilitándose el uso de las herramientas tecnológicas necesarias para tal fin, ello en términos de lo previsto en los artículos 1, 2, 5, 6 y 7 del Acuerdo General Conjunto número 1/2024-II de los Plenos del Tribunal Superior de Justicia y del Consejo de la Judicatura del Estado de Nuevo León. Ahora, para el desahogo de la audiencia por medio de videoconferencia, es de advertirse que los participantes deberán descargar en su dispositivo la aplicación gratuita denominada Microsoft Teams, misma a través de la cual se llevará dicho trámite, toda vez que es la aplicación que oficialmente ha habilitado el Poder Judicial del Estado para comunicación entre sus empleados y para este tipo de videoconferencias con los usuarios (con estos últimos durante la citada pandemia que existe actualmente). bbox=[1172, 116, 1387, 1476]
notice-signature bbox=[717, 1477, 929, 1525]
signature-line: C. SECRETARIO ADSCRITO AL JUZGADO bbox=[1190, 1489, 1368, 1499]
notice-body-paragraph: Se señalan las 12:00 doce horas del veintitrés de marzo de dos mil veintiséis, a fin de que tenga verificativo en el local de este Juzgado Segundo de lo Civil del Primer Distrito Judicial en el Estado, dentro de los autos del expediente judicial 1219/1994, relativo al juicio ejecutivo mercantil, promovido por Administradora Cade, Sociedad Anónima de Capital Variable en contra de Aníbal Elizondo Chapa y María Teresa Treviño Leal, la audiencia de remate en pública subasta y primera almoneda de los derechos correspondientes de la parte demandada, del bien inmueble embargado en autos, el cual se describe a continuación: Lote de terreno marcado con el número (20) veinte y seis, de la manzana número (96) noventa y seis, del Fraccionamiento Jardines de Santa Clara, Municipio de Guadalupe, Nuevo León, con una superficie total de 138.50 m2 (ciento treinta y ocho metros con cincuenta decímetros cuadrados), con las siguientes medidas y colindancias: al norte mide 8.50 (ocho metros, cincuenta centímetros), y colinda con Calle San Agustín; al sur mide 8.75 (ocho metros, setenta y cinco centímetros), y colinda con Fraccionamiento Santa Isabel; al oriente mide 16.00 (dieciséis metros), y colinda con el lote número (36) treinta y seis; y al poniente mide 16.00 (dieciséis metros), y colinda con calle Insurgentes. Dicha manzana se encuentra circundada por las siguientes calles: San Agustín, al norte; Fraccionamiento Santa Isabel, al sur; Palma, al oriente; e Insurgentes, al poniente. Dicho inmueble tiene como mejora la finca marcada con el número 100 de la calle San Agustín, del citado fraccionamiento y municipio. En la inteligencia de que los datos de registro de dicho bien son: número 2271, Volumen 97, Libro 47, Sección I Propiedad, Unidad Guadalupe, de fecha 18 de marzo de 1993. En consecuencia, convóquese a postores publicándose edictos por 3 tres veces dentro de 9 nueve días, en el boletín judicial, en la tabla de avisos de este juzgado, así como en uno de los periódicos de los de mayor circulación, quedando a elección del interesado esto último, el hacer la publicación en el diario El Porvenir, en el periódico El Norte o en el periódico Milenio Diario de Monterrey. Debiendo para ello publicarse el primero de ellos el primer día del citado término, el tercero el último día y el segundo en cualquier tiempo del citado plazo. Siendo el valor del bien inmueble antes mencionado, la cantidad de $1'215,500.00 (un millón doscientos quince mil quinientos pesos 00/100 moneda nacional), siendo que se determinó al mediar la diferencia que existe entre los avalúos rendidos por los peritos de las partes. Por lo tanto, en lo que respecta a la postura legal fijada para dicho bien, siendo la cantidad de $810,333.33 (ochocientos diez mil trescientos treinta y tres pesos 33/100 moneda nacional), la cual corresponde a las dos terceras partes del valor del bien inmueble y que se determinó al mediar la diferencia que existe entre los avalúos rendidos por los peritos de las partes. Para tomar parte en la subasta deberán los postores consignar el 10% diez por ciento del valor del bien que sirve como base para el remate en base al avalúo ya señalado, mediante billete de depósito que deberá ser expedido por la Secretaría de Finanzas y Tesorería General del Estado, sin cuyo requisito no serán admitidos en dicha subasta, lo cual se devolverá a sus respectivos dueños acto continuo al remate, excepto la que corresponda al mejor postor, la cual se reservará en depósito como garantía del cumplimiento de su obligación, y en su caso, como parte del precio de la venta, lo que antecede de conformidad con lo dispuesto por los artículos 55, 527, 533, 534, 535, 536 y demás relativos del Código de Procedimientos Civiles para el Estado de Nuevo León, aplicado supletoriamente a la legislación mercantil. En la inteligencia de que se recomienda a los postores que se presenten con al menos 15 minutos de anticipación para la audiencia (tales como documento oficial con el que justifiquen su personalidad, certificados de depósito o cualquiera otra constancia), sean allegados físicamente con 3 tres días de anticipación a la celebración de la misma, lo anterior en justicia de lo establecido en el numeral 540 del ordenamiento procesal civil en vigor. Así mismo, al acudir a la sala asignada a este Juzgado ubicado en (Edificio Benavides, Mezzanine, calle Matamoros número 347, esquina con Pino Suárez, en el Centro de Monterrey, Nuevo León) el día y hora señalado para la audiencia de remate. También, infórmese a las partes y/o interesados que deberán proporcionar los números de teléfono celular y correo electrónico que servirán para el enlace virtual, al correo oficial de este juzgado: civil2@pjenl.gob.mx, donde podrán ser atendidas las dudas o aclaraciones que resulten; a su vez, podrán comunicarse con la secretaria de este juzgado en el número telefónico 20-20- 61-45 y 20-20-23-97, 8:30 ocho horas con treinta minutos a las 16:00 dieciséis horas, de lunes a viernes. Autorizando que el desahogo de la audiencia referida se realice a distancia, esto es que se interactúe con los interesados a través de videoconferencia, habilitándose el uso de las herramientas tecnológicas necesarias para tal fin, ello en términos de lo previsto en los artículos 1, 2, 5, 6 y 7 del Acuerdo General Conjunto número 1/2024-II de los Plenos del Tribunal Superior de Justicia y del Consejo de la Judicatura del Estado de Nuevo León. Ahora, para el desahogo de la audiencia por medio de videoconferencia, es de advertirse que los participantes deberán descargar en su dispositivo la aplicación gratuita denominada Microsoft Teams, misma a través de la cual se llevará dicho trámite, toda vez que es la aplicación que oficialmente ha habilitado el Poder Judicial del Estado para comunicación entre sus empleados y para este tipo de videoconferencias con los usuarios (con estos últimos durante la citada pandemia que existe actualmente). bbox=[716, 116, 929, 1476]
signature-line: LIC. ANGELICA GUADALUPE bbox=[533, 1362, 657, 1372]
signature-line: VELÁZQUEZ. bbox=[566, 909, 623, 919]
notice-body-paragraph: Con fecha (30) treinta de enero del año 2026 dos mil veintiséis, se RADICO en ésta Notaría a mi cargo, mediante la Escritura Pública Número (23,746) veintitrés mil setecientos cuarenta y seis, LA TRAMITACION EN LA VIA EXTRAJUDICIAL DE LA SUCESION TESTAMENTARIA A BIENES DE LA SEÑORA GLORIA DE LA SENORA GLORIA LUCILDE ANTONIA GALINDO VILLARREAL, habiendo comparecido ante mi por sus propios derechos, los señores CLAUDIA MARIA MAYELA LOPEZ GALINDO, GABRIELA MARIA MAYELA LOPEZ GALINDO, ALFONSO GERARDO LOPEZ GALINDO, JORGE ALBERTO LOPEZ GALINDO, GERARDO RAFAEL LOPEZ GALINDO y JAVIER GERARDO LOPEZ GALINDO; todos por sus propios derechos en su carácter de herederos y demás últimas voluntades, del Testamento otorgado por la autora de la sucesión, quienes acreditan ante la suscrita Notario el fallecimiento de la misma, su último domicilio y demás declaraciones de ley, así mismo se les declaró como Únicos y Universales Herederos a los señores CLAUDIA MARIA MAYELA LOPEZ GALINDO, GABRIELA MARIA MAYELA LOPEZ GALINDO, ALFONSO GERARDO LOPEZ GALINDO, JORGE ALBERTO LOPEZ GALINDO, GERARDO RAFAEL LOPEZ GALINDO y JAVIER GERARDO LOPEZ GALINDO, y además como ALBACEA a la señora GABRIELA MARIA MAYELA LOPEZ GALINDO; se les tomó protesta del cargo al Albacea de la Sucesión y se le instruyó para que procedieran al inventario y avalúo de los bienes que conformarán la masa hereditaria. Lo que se publica en esta forma y en dos ocasiones que se harán de (10) diez en (10) diez días, en el Periódico EL PORVENIR que se edita en ésta Ciudad, atento a lo preceptuado por el Artículo (882) ochocientos ochenta y dos del Código de Procedimientos Civiles vigente en el Estado. bbox=[716, 1550, 929, 1987]
signature-line: NOTARIO PÚBLICO TITULAR No. 7 bbox=[293, 2133, 441, 2143]
signature-line: LICENCIADO JUAN MANUEL GONZÁLEZ bbox=[508, 897, 682, 907]
signature-line: NOTARIO PÚBLICO NÚMERO 139 bbox=[68, 1802, 210, 1813]
signature-line: SEGUNDO DE LO CIVIL bbox=[773, 1502, 873, 1512]
notice-body-paragraph: Con fecha 16 de febrero de 2026 se inició en esta Notaria a mi cargo, el trámite del procedimiento sucesorio testamentario a bienes de la señora ENEDELIA URIBE ELIZONDO denunciada por sus únicos y universales herederos MARIA ANGELICA GARZA URIBE, JORGE GARZA URIBE Y MIRTHALA CONCEPCION GARZA URIBE Y MIRTHALA CONCEPCION GARZA URIBE como albacea, quienes me manifiestan que acepta la herencia que se le deja y el cargo de albacea que se le confiere, protestando su fiel y legal desempeño, quien posteriormente formulara y presentara el correspondiente inventario y avalúo. Se publica lo anterior, con fundamento en lo dispuesto por el artículo 882 del Código Procesal Civil vigente en el Estado. Monterrey, N.L., a 16 de febrero de 2026 ATENTAMENTE bbox=[1172, 1848, 1387, 2036]
signature-line: VAGB850122F25 bbox=[104, 1814, 175, 1824]
notice-heading: PUBLICACION NOTARIAL bbox=[81, 1517, 197, 1529]
legal-notice bbox=[33, 103, 245, 981]
signature-line: NOE DANIEL PALOMO SOTO bbox=[989, 2000, 1112, 2010]
legal-notice bbox=[261, 103, 474, 1313]
signature-line: NOTARIA PUBLICA NUMERO 67 bbox=[527, 1397, 663, 1408]
legal-notice bbox=[33, 994, 245, 1504]
column-3 bbox=[481, 98, 710, 2427]
legal-notice bbox=[488, 103, 701, 993]
notice-body-paragraph: Allende, Nuevo León, a 12 de febrero del año 2026. bbox=[33, 2064, 231, 2074]
notice-body-paragraph: Se señalan las 12:00 doce horas del veintitrés de marzo del dos mil veintiséis, a fin de que tenga verificativo en el local de este Juzgado Segundo de lo Civil del Primer Distrito Judicial en el Estado, dentro de los autos del expediente judicial 1219/1994, relativo al juicio ejecutivo mercantil, promovido por Administradora Cade, Sociedad Anónima de Capital Variable en contra de Aníbal Elizondo Chapa y María Teresa Treviño Leal, conformando el bien inmueble embargado a nombre de la parte demandada, la audiencia de remate en pública subasta y primera almoneda de los derechos correspondientes de la parte demandada, del bien inmueble embargado en autos, el cual se describe a continuación: Lote de terreno marcado con el número (19) diecinueve, de la manzana número (97) noventa y siete, del Fraccionamiento Jardines de Santa Clara, Municipio de Guadalupe, Nuevo León, con una superficie total de 182.00 m2 (ciento ochenta y dos metros cuadrados), con las siguientes medidas y colindancias: al norte mide 12.18 (doce metros, dieciocho centímetros), y colinda con Calle San Agustín; al sur mide 11.88 (once metros, ochenta y ocho centímetros), y colinda con Fraccionamiento Santa Isabel; al oriente mide 16.01 (dieciséis metros, un centímetro), y colinda con el calle Lic. Arturo B. de la Garza, y al poniente mide 16.00 (dieciséis metros), y colinda con el lote (20) veinte. Dicha manzana se encuentra circundada por las siguientes calles: San Agustín, al norte; Fraccionamiento Santa Isabel, al sur; Lic. Arturo B. De La Garza, al oriente; y Santa Rosalía, al poniente. Dicho inmueble tiene como mejora la finca marcada con el número 334 de la calle San Agustín, del citado fraccionamiento y municipio. En la inteligencia de que los datos de registro de dicho bien son: número 2271, Volumen 97, Libro 47, Sección I Propiedad, Unidad Guadalupe, de fecha 18 de marzo de 1993. En consecuencia, convóquese a postores publicándose edictos por 3 tres veces dentro de 9 nueve días, en el boletín judicial, en la tabla de avisos de este juzgado, así como en uno de los periódicos de los de mayor circulación, quedando a elección del interesado esto último, el hacer la publicación en el diario El Porvenir, en el periódico El Norte o en el periódico Milenio Diario de Monterrey. Debiendo para ello publicarse el primero de ellos el primer día del citado término, el tercero el último día y el segundo en cualquier tiempo del citado plazo. Siendo el valor del bien inmueble antes mencionado, la cantidad de $1'181,000.00 (un millón ciento ochenta y un mil pesos 00/100 moneda nacional), siendo que se determinó al mediar la diferencia que existe entre los avalúos rendidos por los peritos de las partes. Por lo tanto, en lo que respecta a la postura legal fijada para dicho bien, siendo la cantidad de $787,333.33 (setecientos ochenta y siete mil trescientos treinta y tres pesos 33/100 moneda nacional), la cual corresponde a las dos terceras partes del valor del bien inmueble y que se determinó al mediar la diferencia que existe entre los avalúos rendidos por los peritos de las partes. Para tomar parte en la subasta deberán los postores consignar el 10% diez por ciento del valor del bien que sirve como base para el remate en base al avalúo ya señalado, mediante billete de depósito que deberá ser expedido por la Secretaría de Finanzas y Tesorería General del Estado, sin cuyo requisito no serán admitidos en dicha subasta, lo cual se devolverá a sus respectivos dueños acto continuo al remate, excepto la que corresponda al mejor postor, la cual se reservará en depósito como garantía del cumplimiento de su obligación, y en su caso, como parte del precio de la venta, lo que antecede de conformidad con lo dispuesto por los artículos 55, 527, 533, 534, 535, 536 y demás relativos del Código de Procedimientos Civiles para el Estado de Nuevo León, aplicado supletoriamente a la legislación mercantil. Así mismo se hace del conocimiento, de que, en caso de que los postores interesados en intervenir en la audiencia (tales como documento oficial con el que justifiquen su personalidad, certificados de depósito o cualquiera otra constancia), sean allegados físicamente con 3 tres días de anticipación a la celebración de la misma, lo anterior en justicia de lo establecido en el numeral 540 del ordenamiento procesal civil en vigor. Así mismo, al acudir a la sala asignada a este Juzgado ubicado en (Edificio Benavides, Mezzanine, calle Matamoros número 347, esquina con Pino Suárez, en el Centro de Monterrey, Nuevo León) el día y hora señalado para la audiencia de remate. También, infórmese a las partes y/o interesados que deberán proporcionar los números de teléfono celular y correo electrónico que servirán para el enlace virtual, al correo oficial de este juzgado: civil2@pjenl.gob.mx, donde podrán ser atendidas las dudas o aclaraciones que resulten; a su vez, podrán comunicarse con la secretaria de este juzgado en el número telefónico 20-20- 61-45 y 20-20-23-97, 8:30 ocho horas con treinta minutos a las 16:00 dieciséis horas, de lunes a viernes. Autorizando que el desahogo de la audiencia referida se realice a distancia, esto es que se interactúe con los interesados a través de videoconferencia, habilitándose el uso de las herramientas tecnológicas necesarias para tal fin, ello en términos de lo previsto en los artículos 1, 2, 5, 6 y 7 del Acuerdo General Conjunto número 1/2024-II de los Plenos del Tribunal Superior de Justicia y del Consejo de la Judicatura del Estado de Nuevo León. Ahora, para el desahogo de la audiencia por medio de videoconferencia, es de advertirse que los participantes deberán descargar en su dispositivo la aplicación gratuita denominada Microsoft Teams, misma a través de la cual se llevará dicho trámite, toda vez que es la aplicación que oficialmente ha habilitado el Poder Judicial del Estado para comunicación entre sus empleados y para este tipo de videoconferencias con los usuarios (con estos últimos durante la citada pandemia que existe actualmente). bbox=[944, 116, 1157, 1488]
notice-heading: AVISO NOTARIAL bbox=[327, 1325, 407, 1337]
masthead bbox=[26, 47, 1429, 93]
legal-notice bbox=[488, 1434, 701, 1732]
notice-heading: PUBLICACIÓN NOTARIAL bbox=[309, 104, 425, 115]
signature-line: SEGUNDO DE LO CIVIL bbox=[1229, 1502, 1330, 1512]
column-4 bbox=[710, 98, 938, 2427]
notice-signature bbox=[33, 1778, 245, 1838]
signature-line: C. SECRETARIO ADSCRITO AL JUZGADO bbox=[734, 1489, 911, 1499]
notice-body-paragraph: En fecha del día 13 trece del mes de mayo del año 2025 dos mil veinticinco, se admitió a trámite en el Juzgado de Juicio Civil y Familiar Oral Del Décimo Cuarto Distrito Judicial en el Estado, el expediente judicial 816/2025, relativo al juicio oral de divorcio incausado promovido por José Guadalupe Salas Loredo, en contra de María Guadalupe Covarrubias Saldaña. Mediante auto de fecha del día 10 diez del mes de noviembre del año 2025 dos mil veinticinco, se ordenó notificar y emplazar a la parte demandada María Guadalupe Covarrubias Saldaña, por medio de edictos, los cuales deberán publicarse por tres veces consecutivas en el Periódico "El Porvenir", "El Norte", "Milenio", "ABC", a elección del promovente, así como en el Periódico Oficial del Estado y en el Boletín Judicial, emplazándosele a dichos ciudadanos para que dentro del término de 9 nueve días ocurran ante esta a producir su contestación. En la inteligencia que la notificación hecha de esta forma surtirá sus efectos a los diez días contados desde el día siguiente al de la última publicación, quedando a su disposición en la secretaría de este juzgado las copias de traslado, debidamente selladas y rubricadas que lo fueron por la secretaria de este juzgado. Así mismo, se le previene a la parte demandada a fin de que señalen domicilio convencional para oír y recibir notificaciones en el lugar del juicio, o en los municipios de Apodaca, General Escobedo, Guadalupe, Monterrey, San Nicolás de los Garza, San Pedro Garza García y Santa Catarina, todos del Estado de Nuevo León, bajo el apercibimiento de que de no hacerlo así, las posteriores notificaciones, incluyendo las de carácter personal, se les harán por medio de la tabla de avisos que se lleva en este juzgado. Doy fe. García, Nuevo León, a los 18 dieciocho días del mes de Noviembre de 2025 dos mil veinticinco. bbox=[944, 1574, 1157, 1999]
notice-signature bbox=[33, 897, 245, 981]
signature-line: (2, 6 y 12) bbox=[1259, 1514, 1300, 1524]
notice-body-paragraph: Monterrey, N.L., a 13 de Febrero del 2026. bbox=[260, 1229, 425, 1239]
signature-line: TECA-830831-225 bbox=[557, 1958, 633, 1968]
column-content bbox=[1172, 103, 1387, 2427]
signature-line: LIC. BERNABE ALEJANDRO bbox=[78, 1778, 199, 1788]
signature-line: DE LOS JUZGADOS DE JUICIO CIVIL Y bbox=[512, 946, 678, 956]
signature-line: COORDINACIÓN DE GESTIÓN JUDICIAL bbox=[509, 933, 681, 943]
page-number: 2 bbox=[26, 45, 53, 94]
legal-notice bbox=[717, 103, 929, 1525]
notice-body-paragraph: En la Notaría a mi cargo se radicó la SUCESION LEGITIMA POR VIA EXTRAJUDICIAL a bienes del extinto Sr. MAGDALENO GARCIA CORTES, quien falleció el día 24 de enero de 2017, en esta ciudad de Linares, Nuevo León, tuvo su ultimo domicilio en la ciudad de Linares, Nuevo León y contaba con clave única de registro de población GACM320109HNLRRG07. Acreditan su derecho de únicos y universales herederos los C.C. Elsa Margarita, Ruperto, Magdaleno, Martina, Marcela, José Antonio, José Ruben, José, Lorena Guadalupe todos de apellidos GARCIA MEDRANO y Margarita Medrano Hinojosa, asume el cargo de albacea la Sra. Lorena Guadalupe García Medrano y ya procede a formular inventario. Conforme a lo establecido en el último párrafo del artículo 882 ochocientos ochenta y dos del código de procedimientos civiles, se dispone la publicación por dos veces, de diez en diez días, del aviso respectivo en el diario El Porvenir, que se edita en la ciudad de Monterrey, capital del Estado. bbox=[260, 1873, 474, 2107]
signature-line: GARZA VALDES bbox=[560, 1373, 629, 1383]
notice-heading: AVISO NOTARIAL bbox=[327, 1860, 407, 1872]
signature-line: (20 y 2) bbox=[351, 1301, 383, 1311]
notice-body-paragraph: ATENTAMENTE bbox=[33, 1767, 96, 1777]
legal-notice bbox=[1172, 1538, 1387, 1823]
signature-line: LIC. VÍCTOR MANUEL MARTÍNEZ MORALES bbox=[500, 1683, 689, 1693]
legal-notice bbox=[717, 1538, 929, 2048]
signature-line: (2 y 17) bbox=[579, 981, 611, 992]
signature-line: (20 y 2) bbox=[1264, 2062, 1295, 2072]
signature-line: (20 y 2) bbox=[807, 2036, 838, 2046]
notice-signature bbox=[261, 1253, 474, 1313]
notice-signature bbox=[261, 2120, 474, 2156]
legal-notice bbox=[488, 1006, 701, 1422]
notice-signature bbox=[944, 2000, 1157, 2072]
signature-line: DE JURISDICCIÓN CONCURRENTE bbox=[64, 910, 214, 920]
signature-line: LA SECRETARIO DEL JUZGADO PRIMERO bbox=[48, 898, 230, 908]
signature-line: (20 y 2) bbox=[123, 1827, 154, 1837]
signature-line: C. SECRETARIO ADSCRITO AL JUZGADO bbox=[962, 1501, 1140, 1511]
signature-line: DEL VALLE GOMEZ bbox=[97, 1790, 181, 1800]
notice-heading: AVISO NOTARIAL bbox=[99, 1851, 178, 1862]
signature-line: DEL PRIMER DISTRITO JUDICIAL bbox=[68, 922, 210, 932]
column-6 bbox=[1165, 98, 1394, 2427]
notices-columns bbox=[26, 98, 1394, 2427]
